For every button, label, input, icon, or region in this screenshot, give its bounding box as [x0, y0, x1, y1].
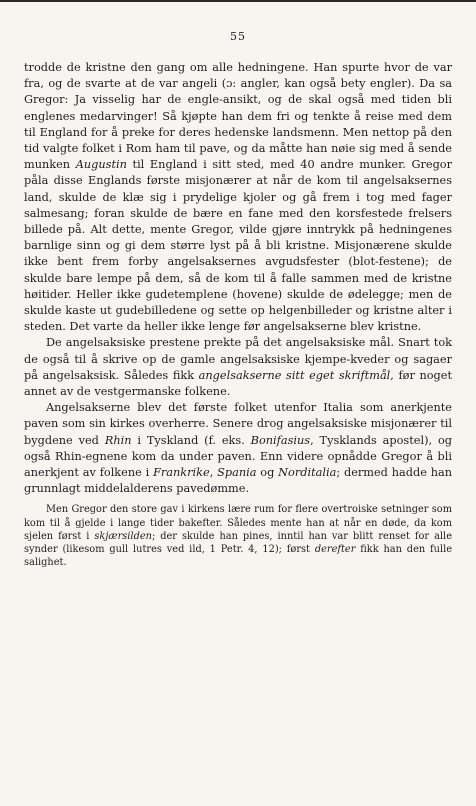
text-run-italic: angelsakserne sitt eget skriftmål — [198, 368, 391, 382]
text-run: , — [209, 466, 218, 480]
text-run: , Tysklands apostel), og også Rhin-egnene kom da under paven. Enn videre opnådde Gregor å bli anerkjent av folkene i — [24, 433, 452, 480]
text-run: i Tyskland (f. eks. — [131, 433, 251, 447]
text-run: De angelsaksiske prestene prekte på det angelsaksiske mål. Snart tok de også til å skrive op de gamle angelsaksiske kjempe-kveder og sagaer på angelsaksisk. Således fikk — [24, 336, 452, 382]
text-run: Men Gregor den store gav i kirkens lære rum for flere overtroiske setninger som kom til å gjelde i lange tider bakefter. Således mente han at når en døde, da kom sjelen først i — [24, 504, 452, 542]
paragraph-2 — [24, 335, 452, 400]
text-run: ; der skulde han pines, inntil han var blitt renset for alle synder (likesom gull lutres ved ild, 1 Petr. 4, 12); først — [24, 530, 452, 556]
text-run-italic: skjærsilden — [94, 530, 152, 542]
text-run-italic: Bonifasius — [250, 433, 311, 447]
text-run: trodde de kristne den gang om alle hedningene. Han spurte hvor de var fra, og de svarte at de var angeli (ɔ: angler, kan også bety engler). Da sa Gregor: Ja visselig har de engle-ansikt, og de skal også med tiden bli englenes medarvinger! Så kjøpte han dem fri og tenkte å reise med dem til England for å preke for deres hedenske landsmenn. Men nettop på den tid valgte folket i Rom ham til pave, og da måtte han nøie sig med å sende munken — [24, 61, 452, 172]
small-print-note — [24, 503, 452, 569]
text-run-italic: Spania — [217, 466, 257, 480]
text-run: Angelsakserne blev det første folket utenfor Italia som anerkjente paven som sin kirkes overherre. Senere drog angelsaksiske misjonærer til bygdene ved — [24, 401, 452, 447]
top-rule — [0, 0, 476, 2]
text-run-italic: Augustin — [75, 158, 127, 172]
page-number: 55 — [230, 30, 246, 43]
text-run: til England i sitt sted, med 40 andre munker. Gregor påla disse Englands første misjonærer at når de kom til angelsaksernes land, skulde de klæ sig i prydelige kjoler og gå frem i tog med fager salmesang; foran skulde de bære en fane med den korsfestede frelsers billede på. Alt dette, mente Gregor, vilde gjøre inntrykk på hedningenes barnlige sinn og gi dem større lyst på å bli kristne. Misjonærene skulde ikke bent frem forby angelsaksernes avgudsfester (blot-festene); de skulde bare lempe på dem, så de kom til å falle sammen med de kristne høitider. Heller ikke gudetemplene (hovene) skulde de ødelegge; men de skulde kaste ut gudebilledene og sette op helgenbilleder og kristne alter i steden. Det varte da heller ikke lenge før angelsakserne blev kristne. — [24, 158, 452, 334]
text-run-italic: derefter — [314, 544, 356, 556]
text-run-italic: Frankrike — [153, 466, 210, 480]
note-paragraph — [24, 503, 452, 569]
text-run-italic: Rhin — [104, 433, 132, 447]
text-run: ; dermed hadde han grunnlagt middelalderens pavedømme. — [24, 466, 452, 496]
text-run: , før noget annet av de vestgermanske folkene. — [24, 368, 453, 399]
paragraph-1 — [24, 60, 452, 335]
text-run: fikk han den fulle salighet. — [24, 544, 453, 569]
body-text — [24, 60, 452, 570]
text-run: og — [256, 466, 279, 480]
paragraph-3 — [24, 400, 452, 497]
text-run-italic: Norditalia — [278, 466, 337, 480]
